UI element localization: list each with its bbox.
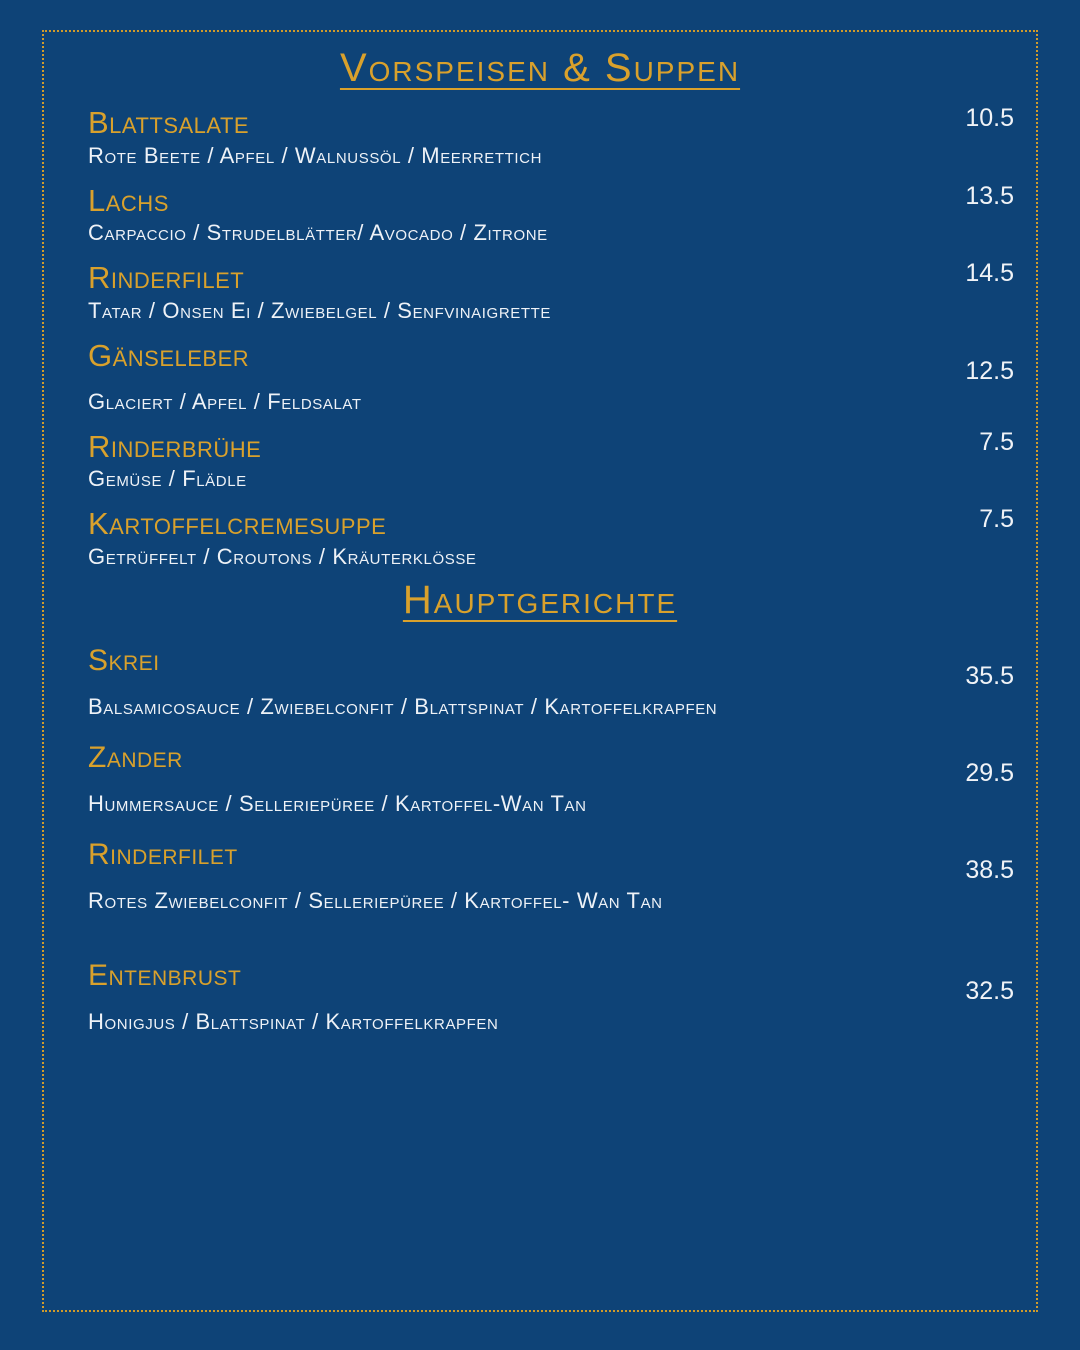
menu-item-description: Honigjus / Blattspinat / Kartoffelkrapfen	[88, 1008, 499, 1034]
menu-item-name: Kartoffelcremesuppe	[88, 506, 387, 542]
menu-item-price: 14.5	[965, 259, 1014, 288]
menu-item-description: Rotes Zwiebelconfit / Selleriepüree / Kartoffel- Wan Tan	[88, 887, 663, 913]
section-title-vorspeisen-suppen: Vorspeisen & Suppen	[339, 46, 741, 90]
menu-item-description: Glaciert / Apfel / Feldsalat	[88, 388, 362, 414]
menu-item-name: Blattsalate	[88, 105, 250, 140]
menu-item-description: Gemüse / Flädle	[88, 466, 247, 492]
menu-item-name: Rinderbrühe	[88, 428, 262, 464]
menu-item-name: Zander	[88, 740, 183, 774]
menu-item-price: 38.5	[965, 855, 1014, 884]
menu-item-price: 35.5	[965, 661, 1014, 690]
menu-item-name: Gänseleber	[88, 337, 250, 373]
menu-border-frame	[42, 30, 1038, 1312]
menu-item-name: Rinderfilet	[88, 260, 245, 296]
menu-item	[88, 427, 1014, 493]
menu-item-name: Entenbrust	[88, 958, 242, 992]
menu-item-price: 29.5	[965, 758, 1014, 787]
menu-item	[88, 104, 1014, 169]
menu-item-price: 10.5	[965, 104, 1014, 132]
menu-item-price: 7.5	[979, 427, 1014, 456]
menu-item-price: 32.5	[965, 976, 1014, 1005]
menu-item	[88, 337, 1014, 415]
section-items-vorspeisen-suppen	[44, 104, 1036, 570]
menu-item-description: Balsamicosauce / Zwiebelconfit / Blattspinat / Kartoffelkrapfen	[88, 693, 718, 719]
menu-item	[88, 259, 1014, 324]
menu-item-description: Getrüffelt / Croutons / Kräuterklösse	[88, 543, 477, 569]
menu-item	[88, 839, 1014, 914]
menu-item-description: Rote Beete / Apfel / Walnussöl / Meerrettich	[88, 142, 543, 168]
menu-item-description: Carpaccio / Strudelblätter/ Avocado / Zitrone	[88, 220, 548, 246]
menu-item-description: Hummersauce / Selleriepüree / Kartoffel-Wan Tan	[88, 790, 587, 816]
menu-item	[88, 645, 1014, 720]
menu-item	[88, 505, 1014, 570]
menu-item	[88, 742, 1014, 817]
menu-content	[44, 46, 1036, 1324]
section-items-hauptgerichte	[44, 645, 1036, 1035]
menu-item-name: Lachs	[88, 182, 169, 218]
menu-item-description: Tatar / Onsen Ei / Zwiebelgel / Senfvinaigrette	[88, 297, 551, 323]
menu-item	[88, 960, 1014, 1035]
menu-item-name: Rinderfilet	[88, 837, 238, 871]
menu-item-price: 13.5	[965, 181, 1014, 210]
menu-item-price: 12.5	[965, 356, 1014, 385]
menu-item-price: 7.5	[979, 505, 1014, 534]
section-title-hauptgerichte: Hauptgerichte	[402, 577, 678, 622]
menu-item-name: Skrei	[88, 643, 160, 677]
menu-item	[88, 181, 1014, 247]
